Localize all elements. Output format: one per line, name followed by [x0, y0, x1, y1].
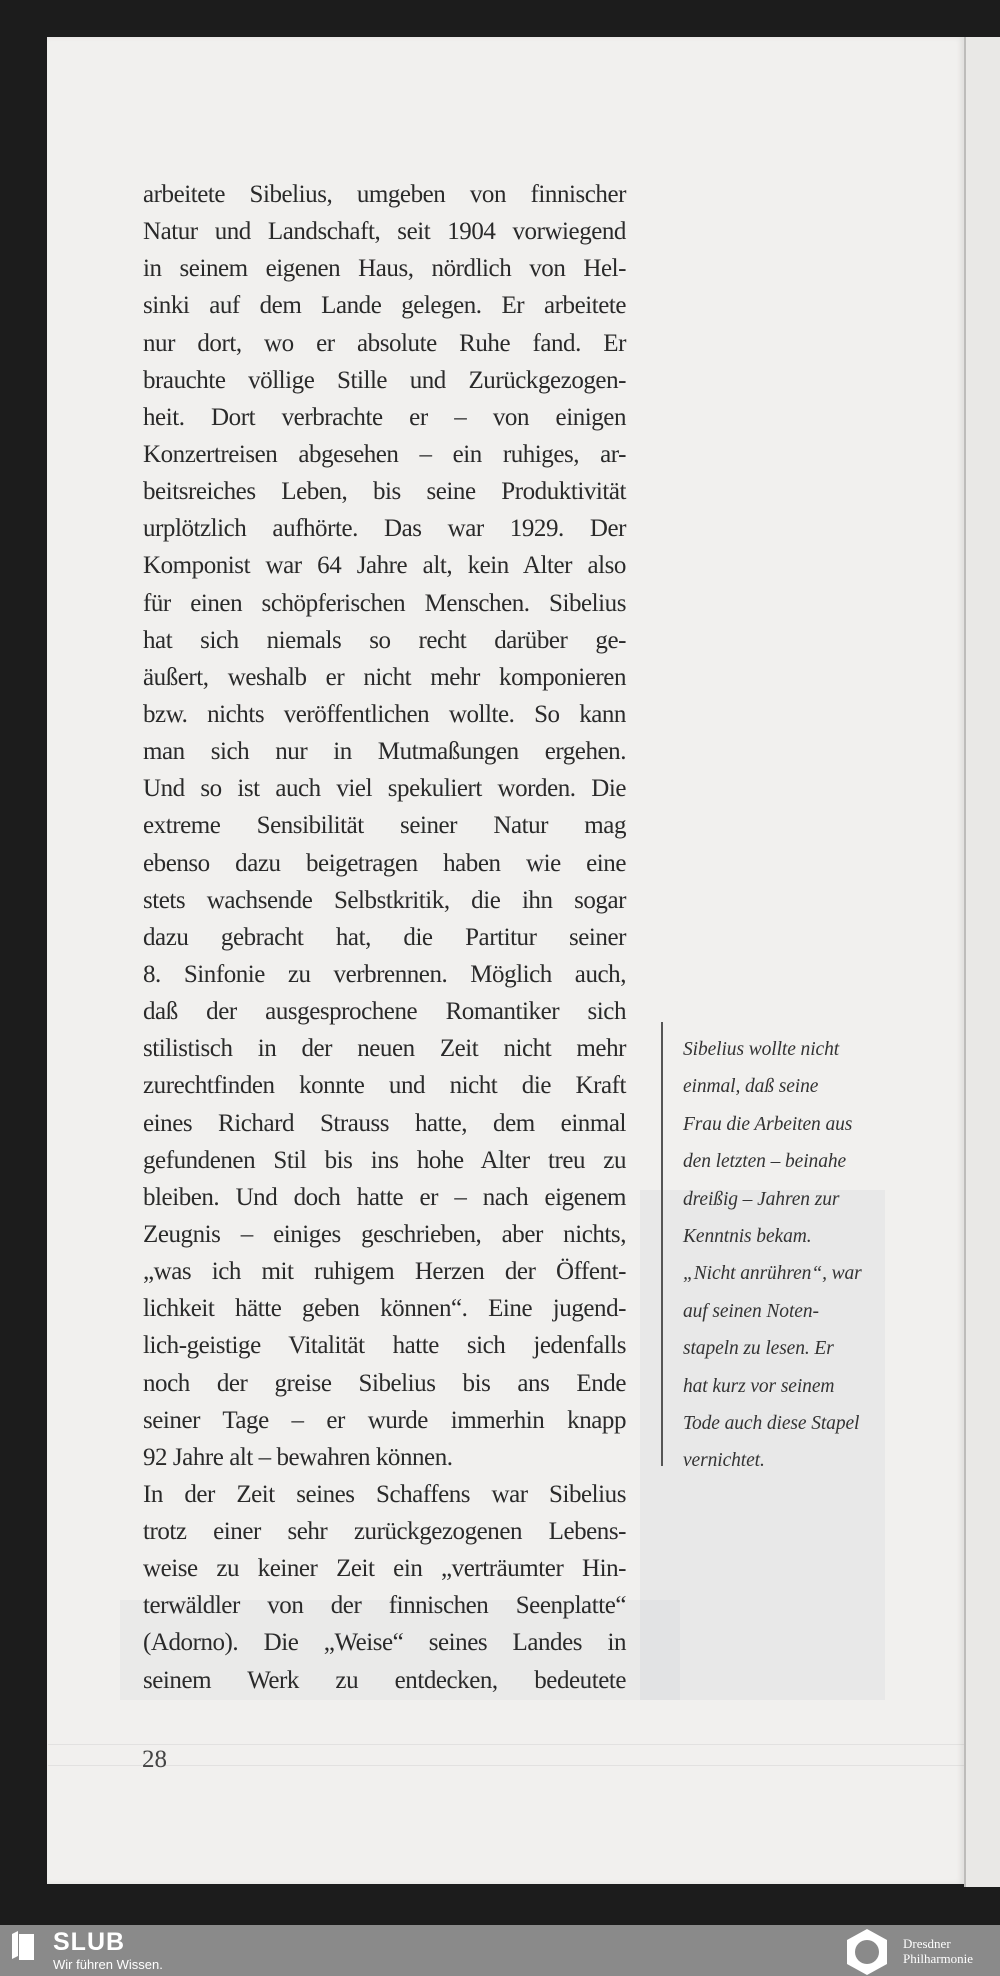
slub-tagline: Wir führen Wissen. — [53, 1957, 163, 1972]
text-line: brauchte völlige Stille und Zurückgezogen- — [143, 366, 626, 394]
sidebar-line: „Nicht anrühren“, war — [683, 1263, 862, 1285]
text-line: dazu gebracht hat, die Partitur seiner — [143, 923, 626, 951]
text-line: seiner Tage – er wurde immerhin knapp — [143, 1406, 626, 1434]
decorative-rules — [48, 1744, 964, 1766]
sidebar-line: stapeln zu lesen. Er — [683, 1338, 834, 1360]
sidebar-line: Tode auch diese Stapel — [683, 1413, 860, 1435]
text-line: urplötzlich aufhörte. Das war 1929. Der — [143, 515, 626, 543]
sidebar-line: auf seinen Noten- — [683, 1300, 819, 1322]
text-line: daß der ausgesprochene Romantiker sich — [143, 998, 626, 1026]
partner-line-2: Philharmonie — [903, 1951, 974, 1966]
text-line: Komponist war 64 Jahre alt, kein Alter also — [143, 552, 626, 580]
text-line: „was ich mit ruhigem Herzen der Öffent- — [143, 1258, 626, 1286]
text-line: weise zu keiner Zeit ein „verträumter Hin- — [143, 1555, 626, 1583]
next-page-edge — [964, 37, 1000, 1887]
text-line: arbeitete Sibelius, umgeben von finnischer — [143, 181, 626, 208]
text-line: lichkeit hätte geben können“. Eine jugend- — [143, 1295, 626, 1323]
slub-logo-text[interactable]: SLUB — [53, 1928, 126, 1956]
text-line: sinki auf dem Lande gelegen. Er arbeitete — [143, 292, 626, 320]
text-line: seinem Werk zu entdecken, bedeutete — [143, 1666, 626, 1694]
sidebar-line: Kenntnis bekam. — [683, 1226, 812, 1248]
sidebar-line: Sibelius wollte nicht — [683, 1039, 840, 1060]
sidebar-line: vernichtet. — [683, 1450, 765, 1472]
text-line: in seinem eigenen Haus, nördlich von Hel- — [143, 255, 626, 283]
text-line: bleiben. Und doch hatte er – nach eigenem — [143, 1183, 626, 1211]
sidebar-line: einmal, daß seine — [683, 1076, 819, 1098]
text-line: Zeugnis – einiges geschrieben, aber nichts, — [143, 1220, 626, 1248]
sidebar-line: den letzten – beinahe — [683, 1151, 847, 1173]
text-line: 8. Sinfonie zu verbrennen. Möglich auch, — [143, 960, 626, 988]
text-line: gefundenen Stil bis ins hohe Alter treu zu — [143, 1146, 626, 1174]
partner-line-1: Dresdner — [903, 1936, 951, 1951]
body-text — [143, 176, 626, 1699]
text-line: ebenso dazu beigetragen haben wie eine — [143, 849, 626, 877]
text-line: äußert, weshalb er nicht mehr komponieren — [143, 663, 626, 691]
sidebar-line: Frau die Arbeiten aus — [683, 1113, 853, 1135]
philharmonie-logo-icon[interactable] — [843, 1928, 891, 1976]
text-line: terwäldler von der finnischen Seenplatte“ — [143, 1592, 626, 1620]
text-line: Und so ist auch viel spekuliert worden. Die — [143, 775, 626, 803]
sidebar-quote — [683, 1031, 923, 1480]
text-line: noch der greise Sibelius bis ans Ende — [143, 1369, 626, 1397]
text-line: stilistisch in der neuen Zeit nicht mehr — [143, 1035, 626, 1063]
sidebar-line: dreißig – Jahren zur — [683, 1188, 840, 1210]
slub-book-icon — [10, 1930, 36, 1962]
text-line: Natur und Landschaft, seit 1904 vorwiegend — [143, 218, 626, 246]
text-line: eines Richard Strauss hatte, dem einmal — [143, 1109, 626, 1137]
text-line: (Adorno). Die „Weise“ seines Landes in — [143, 1629, 626, 1657]
text-line: Konzertreisen abgesehen – ein ruhiges, ar- — [143, 440, 626, 468]
text-line: In der Zeit seines Schaffens war Sibelius — [143, 1480, 626, 1508]
philharmonie-logo-text — [903, 1936, 973, 1966]
text-line: man sich nur in Mutmaßungen ergehen. — [143, 738, 626, 766]
text-line: 92 Jahre alt – bewahren können. — [143, 1443, 453, 1471]
text-line: für einen schöpferischen Menschen. Sibelius — [143, 589, 626, 617]
text-line: lich-geistige Vitalität hatte sich jedenfalls — [143, 1332, 626, 1360]
text-line: heit. Dort verbrachte er – von einigen — [143, 403, 626, 431]
footer-bar — [0, 1925, 1000, 1976]
sidebar-rule — [661, 1022, 663, 1466]
text-line: extreme Sensibilität seiner Natur mag — [143, 812, 626, 840]
text-line: trotz einer sehr zurückgezogenen Lebens- — [143, 1518, 626, 1546]
sidebar-line: hat kurz vor seinem — [683, 1375, 835, 1397]
text-line: nur dort, wo er absolute Ruhe fand. Er — [143, 329, 626, 357]
text-line: hat sich niemals so recht darüber ge- — [143, 626, 626, 654]
text-line: beitsreiches Leben, bis seine Produktivität — [143, 478, 626, 506]
text-line: bzw. nichts veröffentlichen wollte. So kann — [143, 700, 626, 728]
text-line: stets wachsende Selbstkritik, die ihn sogar — [143, 886, 626, 914]
page-number: 28 — [142, 1746, 167, 1773]
text-line: zurechtfinden konnte und nicht die Kraft — [143, 1072, 626, 1100]
